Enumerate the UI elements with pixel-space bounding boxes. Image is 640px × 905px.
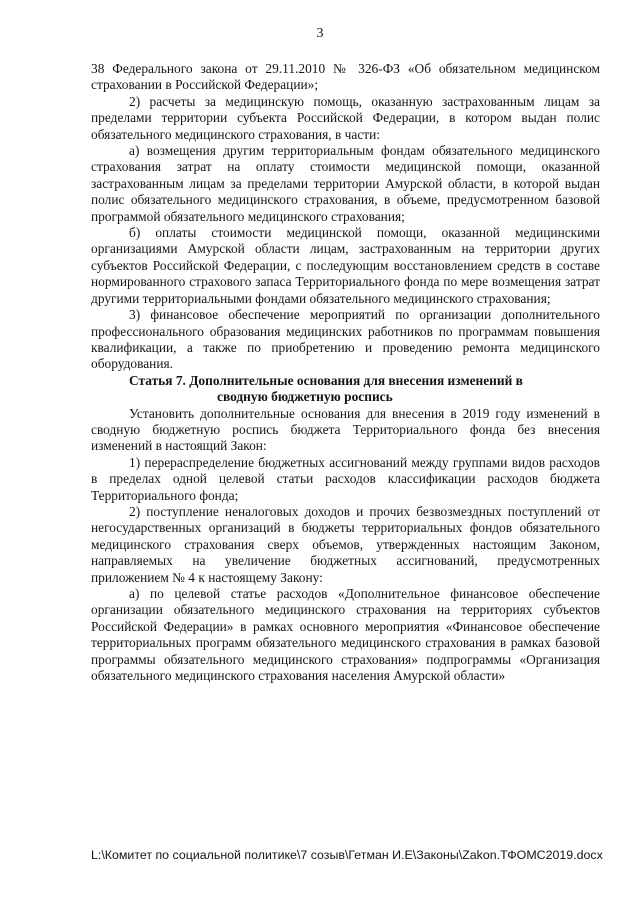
article-7-heading — [91, 373, 600, 406]
paragraph-item-3: 3) финансовое обеспечение мероприятий по организации дополнительного профессионального образования медицинских работников по программам повышения квалификации, а также по приобретению и проведению ремонта медицинского оборудования. — [91, 307, 600, 372]
article-paragraph-item-1: 1) перераспределение бюджетных ассигнований между группами видов расходов в пределах одной целевой статьи расходов классификации расходов бюджета Территориального фонда; — [91, 454, 600, 503]
article-paragraph-subitem-a: а) по целевой статье расходов «Дополнительное финансовое обеспечение организации обязательного медицинского страхования на территориях субъектов Российской Федерации» в рамках основного мероприятия «Финансовое обеспечение территориальных программ обязательного медицинского страхования в рамках базовой программы обязательного медицинского страхования» подпрограммы «Организация обязательного медицинского страхования населения Амурской области» — [91, 586, 600, 684]
paragraph-law-reference: 38 Федерального закона от 29.11.2010 № 326-ФЗ «Об обязательном медицинском страховании в Российской Федерации»; — [91, 61, 600, 93]
article-paragraph-intro: Установить дополнительные основания для внесения в 2019 году изменений в сводную бюджетную роспись бюджета Территориального фонда без внесения изменений в настоящий Закон: — [91, 405, 600, 454]
paragraph-subitem-b: б) оплаты стоимости медицинской помощи, оказанной медицинскими организациями Амурской области лицам, застрахованным на территории других субъектов Российской Федерации, с последующим восстановлением средств в составе нормированного страхового запаса Территориального фонда по мере возмещения затрат другими территориальными фондами обязательного медицинского страхования; — [91, 225, 600, 306]
paragraph-item-2: 2) расчеты за медицинскую помощь, оказанную застрахованным лицам за пределами территории субъекта Российской Федерации, в котором выдан полис обязательного медицинского страхования, в части: — [91, 93, 600, 142]
article-heading-line1: Статья 7. Дополнительные основания для внесения изменений в — [129, 372, 523, 388]
document-body — [91, 61, 600, 684]
page-number: 3 — [316, 26, 324, 41]
footer-file-path: L:\Комитет по социальной политике\7 созыв\Гетман И.Е\Законы\Zakon.ТФОМС2019.docx — [91, 848, 603, 862]
paragraph-subitem-a: а) возмещения другим территориальным фондам обязательного медицинского страхования затрат на оплату стоимости медицинской помощи, оказанной застрахованным лицам за пределами территории Амурской области, в которой выдан полис обязательного медицинского страхования, в объеме, предусмотренном базовой программой обязательного медицинского страхования; — [91, 143, 600, 224]
article-heading-line2: сводную бюджетную роспись — [217, 389, 393, 405]
article-paragraph-item-2: 2) поступление неналоговых доходов и прочих безвозмездных поступлений от негосударственных организаций в бюджеты территориальных фондов обязательного медицинского страхования сверх объемов, утвержденных настоящим Законом, направляемых на увеличение бюджетных ассигнований, предусмотренных приложением № 4 к настоящему Закону: — [91, 503, 600, 585]
